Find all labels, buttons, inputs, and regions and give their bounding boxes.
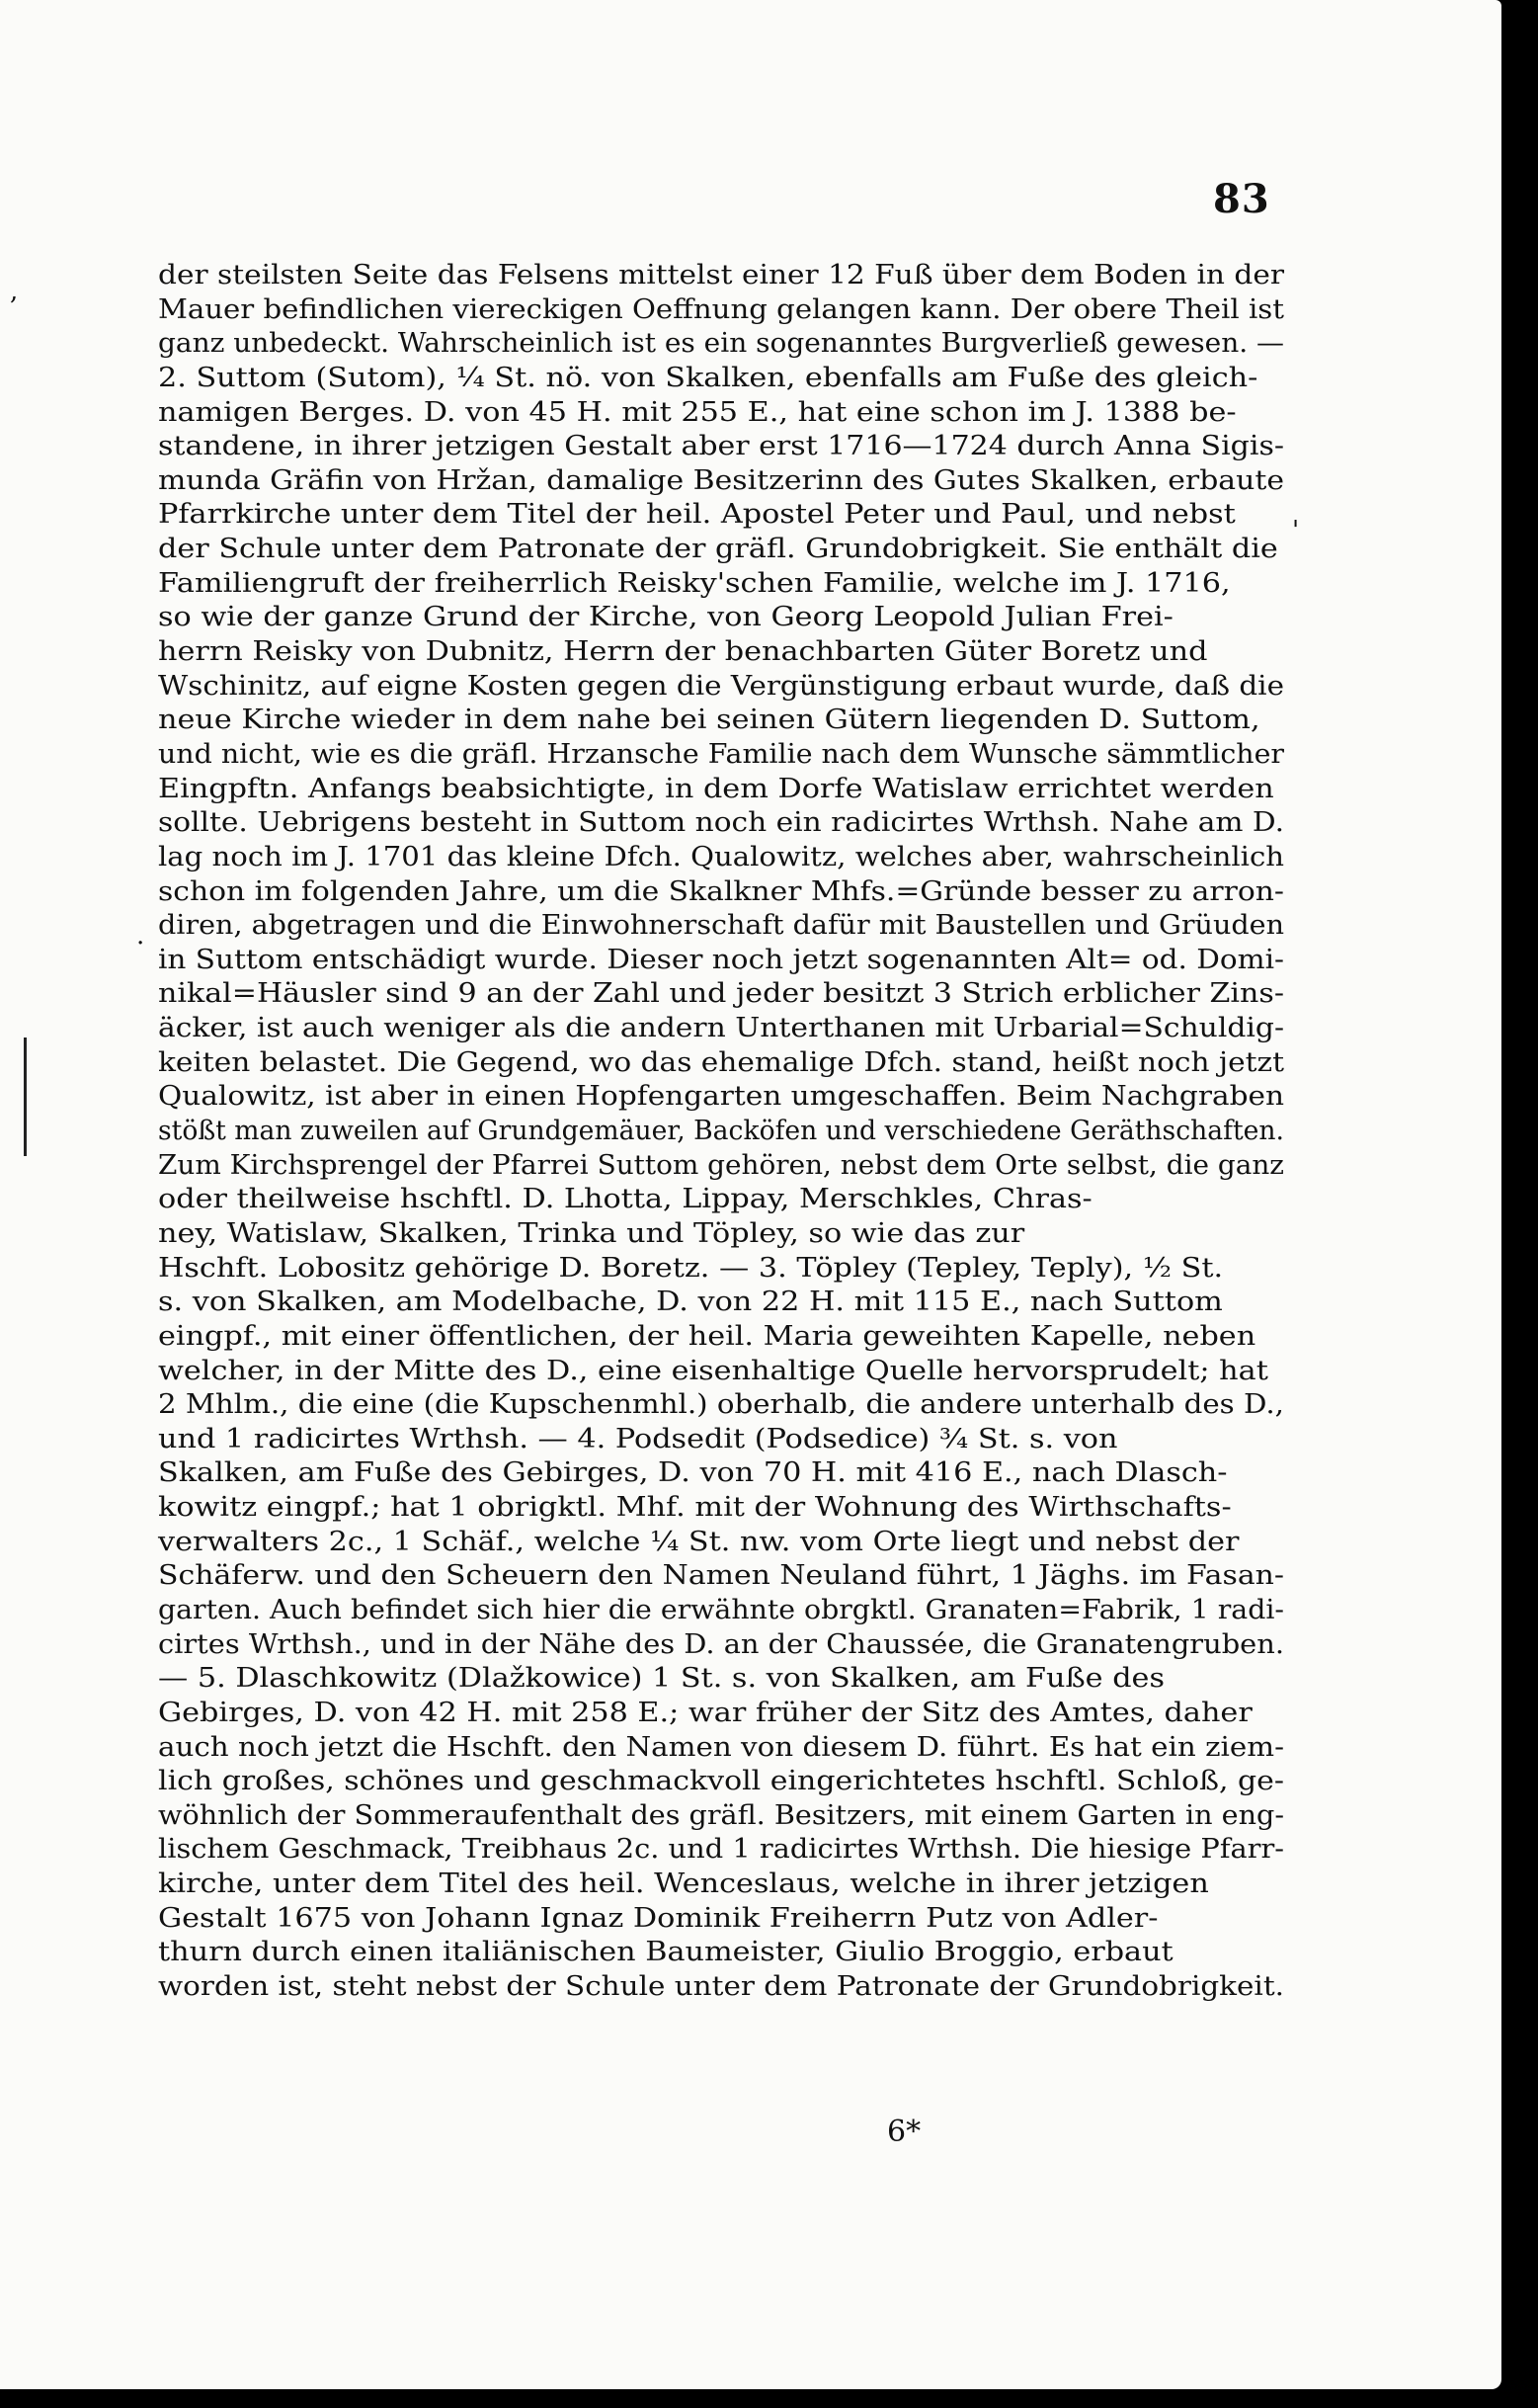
text-line: ney, Watislaw, Skalken, Trinka und Töpley, so wie das zur xyxy=(158,1217,1025,1249)
text-line: und 1 radicirtes Wrthsh. — 4. Podsedit (Podsedice) ¾ St. s. von xyxy=(158,1423,1118,1454)
text-line: garten. Auch befindet sich hier die erwähnte obrgktl. Granaten=Fabrik, 1 radi- xyxy=(158,1594,1284,1625)
text-line: welcher, in der Mitte des D., eine eisenhaltige Quelle hervorsprudelt; hat xyxy=(158,1355,1268,1386)
text-line: auch noch jetzt die Hschft. den Namen von diesem D. führt. Es hat ein ziem- xyxy=(158,1731,1284,1763)
text-line: Eingpftn. Anfangs beabsichtigte, in dem Dorfe Watislaw errichtet werden xyxy=(158,773,1274,804)
text-line: worden ist, steht nebst der Schule unter dem Patronate der Grundobrigkeit. xyxy=(158,1971,1284,2003)
text-line: eingpf., mit einer öffentlichen, der heil. Maria geweihten Kapelle, neben xyxy=(158,1320,1256,1352)
text-line: lischem Geschmack, Treibhaus 2c. und 1 radicirtes Wrthsh. Die hiesige Pfarr- xyxy=(158,1834,1284,1866)
text-line: schon im folgenden Jahre, um die Skalkner Mhfs.=Gründe besser zu arron- xyxy=(158,875,1284,907)
text-line: — 5. Dlaschkowitz (Dlažkowice) 1 St. s. von Skalken, am Fuße des xyxy=(158,1663,1165,1695)
binding-shadow xyxy=(24,1038,27,1156)
text-line: 2 Mhlm., die eine (die Kupschenmhl.) oberhalb, die andere unterhalb des D., xyxy=(158,1389,1284,1421)
text-line: wöhnlich der Sommeraufenthalt des gräfl. Besitzers, mit einem Garten in eng- xyxy=(158,1799,1284,1831)
text-line: äcker, ist auch weniger als die andern Unterthanen mit Urbarial=Schuldig- xyxy=(158,1013,1284,1044)
text-line: sollte. Uebrigens besteht in Suttom noch ein radicirtes Wrthsh. Nahe am D. xyxy=(158,807,1284,839)
text-line: oder theilweise hschftl. D. Lhotta, Lippay, Merschkles, Chras- xyxy=(158,1184,1093,1215)
text-line: Qualowitz, ist aber in einen Hopfengarten umgeschaffen. Beim Nachgraben xyxy=(158,1081,1284,1113)
text-line: Skalken, am Fuße des Gebirges, D. von 70 H. mit 416 E., nach Dlasch- xyxy=(158,1457,1228,1489)
text-line: s. von Skalken, am Modelbache, D. von 22 H. mit 115 E., nach Suttom xyxy=(158,1287,1223,1318)
text-line: keiten belastet. Die Gegend, wo das ehemalige Dfch. stand, heißt noch jetzt xyxy=(158,1046,1284,1078)
text-line: Gebirges, D. von 42 H. mit 258 E.; war früher der Sitz des Amtes, daher xyxy=(158,1697,1253,1728)
signature-mark: 6* xyxy=(887,2115,922,2149)
text-line: kirche, unter dem Titel des heil. Wenceslaus, welche in ihrer jetzigen xyxy=(158,1868,1209,1900)
text-line: in Suttom entschädigt wurde. Dieser noch jetzt sogenannten Alt= od. Domi- xyxy=(158,944,1284,975)
margin-mark: . xyxy=(136,921,145,951)
body-text xyxy=(158,259,1284,2005)
text-line: neue Kirche wieder in dem nahe bei seinen Gütern liegenden D. Suttom, xyxy=(158,705,1260,736)
text-line: Mauer befindlichen viereckigen Oeffnung gelangen kann. Der obere Theil ist xyxy=(158,293,1284,325)
text-line: 2. Suttom (Sutom), ¹⁄₄ St. nö. von Skalken, ebenfalls am Fuße des gleich- xyxy=(158,362,1258,393)
text-line: munda Gräfin von Hržan, damalige Besitzerinn des Gutes Skalken, erbaute xyxy=(158,464,1284,496)
text-line: Gestalt 1675 von Johann Ignaz Dominik Freiherrn Putz von Adler- xyxy=(158,1902,1159,1934)
text-line: Schäferw. und den Scheuern den Namen Neuland führt, 1 Jäghs. im Fasan- xyxy=(158,1560,1284,1592)
text-line: namigen Berges. D. von 45 H. mit 255 E., hat eine schon im J. 1388 be- xyxy=(158,396,1237,428)
text-line: stößt man zuweilen auf Grundgemäuer, Backöfen und verschiedene Geräthschaften. xyxy=(158,1116,1284,1147)
text-line: lag noch im J. 1701 das kleine Dfch. Qualowitz, welches aber, wahrscheinlich xyxy=(158,841,1284,872)
text-line: cirtes Wrthsh., und in der Nähe des D. an der Chaussée, die Granatengruben. xyxy=(158,1628,1284,1660)
text-line: Pfarrkirche unter dem Titel der heil. Apostel Peter und Paul, und nebst xyxy=(158,499,1236,531)
margin-mark: , xyxy=(10,277,19,306)
text-line: diren, abgetragen und die Einwohnerschaft dafür mit Baustellen und Grüuden xyxy=(158,910,1284,942)
text-line: Zum Kirchsprengel der Pfarrei Suttom gehören, nebst dem Orte selbst, die ganz xyxy=(158,1149,1284,1181)
text-line: nikal=Häusler sind 9 an der Zahl und jeder besitzt 3 Strich erblicher Zins- xyxy=(158,978,1284,1010)
text-line: verwalters 2c., 1 Schäf., welche ¼ St. nw. vom Orte liegt und nebst der xyxy=(158,1526,1240,1557)
text-line: der Schule unter dem Patronate der gräfl. Grundobrigkeit. Sie enthält die xyxy=(158,534,1278,565)
text-line: lich großes, schönes und geschmackvoll eingerichtetes hschftl. Schloß, ge- xyxy=(158,1766,1284,1797)
page-number: 83 xyxy=(1213,176,1270,222)
text-line: der steilsten Seite das Felsens mittelst einer 12 Fuß über dem Boden in der xyxy=(158,260,1284,291)
text-line: thurn durch einen italiänischen Baumeister, Giulio Broggio, erbaut xyxy=(158,1937,1174,1968)
text-line: kowitz eingpf.; hat 1 obrigktl. Mhf. mit der Wohnung des Wirthschafts- xyxy=(158,1492,1232,1524)
text-line: Familiengruft der freiherrlich Reisky'schen Familie, welche im J. 1716, xyxy=(158,567,1231,599)
text-line: standene, in ihrer jetzigen Gestalt aber erst 1716—1724 durch Anna Sigis- xyxy=(158,431,1284,462)
text-line: Wschinitz, auf eigne Kosten gegen die Vergünstigung erbaut wurde, daß die xyxy=(158,670,1284,702)
text-line: herrn Reisky von Dubnitz, Herrn der benachbarten Güter Boretz und xyxy=(158,636,1208,668)
margin-mark: ' xyxy=(1292,516,1300,545)
text-line: und nicht, wie es die gräfl. Hrzansche Familie nach dem Wunsche sämmtlicher xyxy=(158,738,1284,770)
text-line: Hschft. Lobositz gehörige D. Boretz. — 3. Töpley (Tepley, Teply), ½ St. xyxy=(158,1252,1224,1284)
text-line: so wie der ganze Grund der Kirche, von Georg Leopold Julian Frei- xyxy=(158,602,1174,633)
text-line: ganz unbedeckt. Wahrscheinlich ist es ein sogenanntes Burgverließ gewesen. — xyxy=(158,328,1284,360)
